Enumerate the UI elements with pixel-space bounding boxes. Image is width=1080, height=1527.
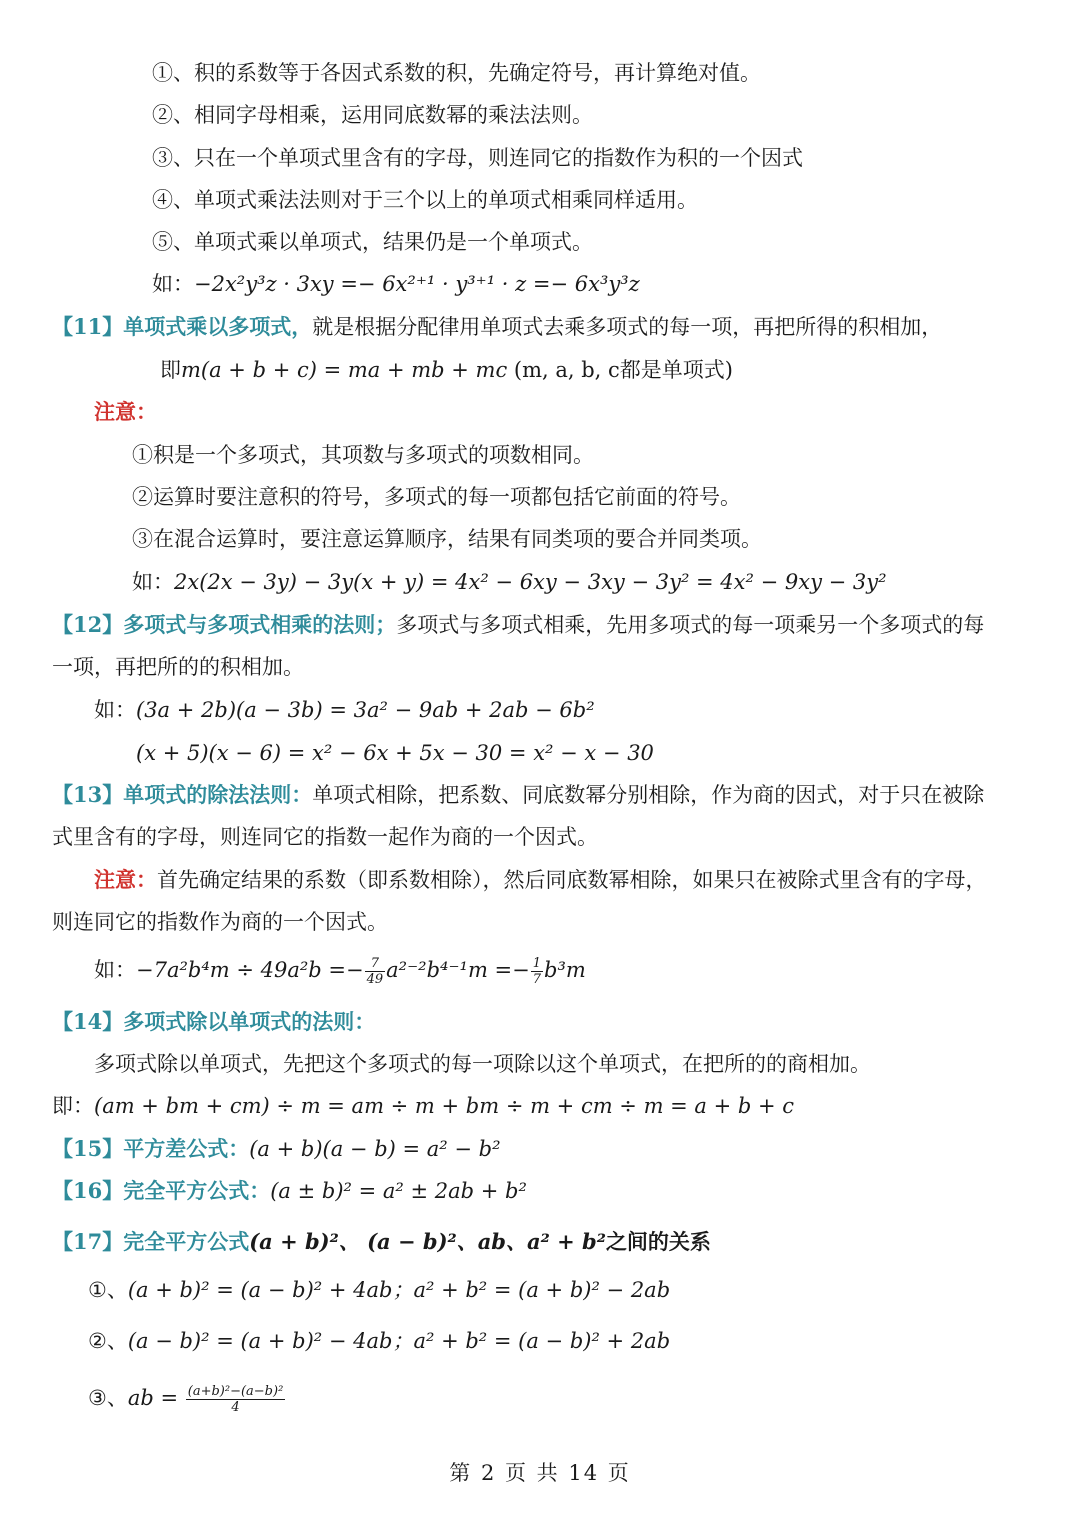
relation-label: ③、: [88, 1386, 128, 1410]
note-label-11: 注意：: [94, 399, 157, 424]
section-12-body: 多项式与多项式相乘，先用多项式的每一项乘另一个多项式的每: [396, 613, 985, 637]
fraction-numerator: 1: [532, 956, 542, 971]
relation-1: [88, 1275, 670, 1305]
relation-fraction: [186, 1384, 286, 1415]
section-13-body-cont: 式里含有的字母，则连同它的指数一起作为商的一个因式。: [52, 825, 598, 849]
example-13: [94, 955, 586, 987]
section-12-body-cont: 一项，再把所的的积相加。: [52, 655, 304, 679]
example-formula: (3a + 2b)(a − 3b) = 3a² − 9ab + 2ab − 6b²: [136, 698, 595, 722]
example-12-1: [94, 695, 595, 725]
point-5: ⑤、单项式乘以单项式，结果仍是一个单项式。: [152, 230, 593, 254]
fraction-numerator: (a+b)²−(a−b)²: [187, 1384, 284, 1399]
fraction-7-49: [365, 956, 386, 987]
page-footer: 第 2 页 共 14 页: [449, 1461, 631, 1485]
relation-lhs: ab =: [127, 1386, 179, 1410]
section-15-formula: (a + b)(a − b) = a² − b²: [249, 1137, 501, 1161]
section-15: [52, 1134, 501, 1164]
note-11-2: ②运算时要注意积的符号，多项式的每一项都包括它前面的符号。: [132, 485, 741, 509]
fraction-denominator: 4: [231, 1400, 240, 1415]
relation-formula: (a − b)² = (a + b)² − 4ab；a² + b² = (a − b)² + 2ab: [127, 1329, 671, 1353]
section-17-rel1: (a + b)²、: [249, 1229, 368, 1254]
example-prefix: 如：: [132, 570, 174, 594]
section-14-heading: 【14】多项式除以单项式的法则：: [52, 1009, 376, 1034]
point-1: ①、积的系数等于各因式系数的积，先确定符号，再计算绝对值。: [152, 61, 761, 85]
relation-3: [88, 1383, 286, 1415]
note-11-3: ③在混合运算时，要注意运算顺序，结果有同类项的要合并同类项。: [132, 527, 762, 551]
section-11-formula: [160, 355, 733, 385]
point-2: ②、相同字母相乘，运用同底数幂的乘法法则。: [152, 103, 593, 127]
section-17: [52, 1227, 711, 1257]
formula-suffix: (m, a, b, c都是单项式): [507, 358, 733, 382]
example-prefix: 如：: [94, 958, 136, 982]
relation-label: ②、: [88, 1329, 128, 1353]
fraction-denominator: 49: [366, 972, 384, 987]
example-10: [152, 269, 640, 299]
formula: m(a + b + c) = ma + mb + mc: [181, 358, 508, 382]
section-12: [52, 610, 984, 640]
formula-prefix: 即: [160, 358, 181, 382]
section-11: [52, 312, 942, 342]
section-17-tail: 之间的关系: [605, 1229, 711, 1254]
point-4: ④、单项式乘法法则对于三个以上的单项式相乘同样适用。: [152, 188, 698, 212]
note-13-body: 首先确定结果的系数（即系数相除），然后同底数幂相除，如果只在被除式里含有的字母，: [157, 868, 987, 892]
example-11: [132, 567, 887, 597]
section-11-heading: 【11】单项式乘以多项式，: [52, 314, 313, 339]
example-formula: −2x²y³z · 3xy =− 6x²⁺¹ · y³⁺¹ · z =− 6x³y³z: [194, 272, 640, 296]
example-formula-b: a²⁻²b⁴⁻¹m =−: [386, 958, 530, 982]
section-14-formula: [52, 1091, 794, 1121]
example-prefix: 如：: [152, 272, 194, 296]
fraction-denominator: 7: [532, 972, 542, 987]
fraction-1-7: [531, 956, 543, 987]
section-12-heading: 【12】多项式与多项式相乘的法则；: [52, 612, 397, 637]
section-16-formula: (a ± b)² = a² ± 2ab + b²: [270, 1179, 527, 1203]
relation-formula: (a + b)² = (a − b)² + 4ab；a² + b² = (a + b)² − 2ab: [127, 1278, 671, 1302]
section-16-heading: 【16】完全平方公式：: [52, 1178, 271, 1203]
section-17-rel2: (a − b)²、ab、a² + b²: [367, 1229, 606, 1254]
example-12-2: (x + 5)(x − 6) = x² − 6x + 5x − 30 = x² − x − 30: [136, 741, 654, 765]
formula: (am + bm + cm) ÷ m = am ÷ m + bm ÷ m + cm ÷ m = a + b + c: [94, 1094, 795, 1118]
note-label-13: 注意：: [94, 867, 157, 892]
note-11-1: ①积是一个多项式，其项数与多项式的项数相同。: [132, 443, 594, 467]
section-15-heading: 【15】平方差公式：: [52, 1136, 250, 1161]
formula-prefix: 即：: [52, 1094, 94, 1118]
section-13-heading: 【13】单项式的除法法则：: [52, 782, 313, 807]
section-16: [52, 1176, 527, 1206]
section-13-body: 单项式相除，把系数、同底数幂分别相除，作为商的因式，对于只在被除: [312, 783, 985, 807]
section-13: [52, 780, 984, 810]
example-formula-c: b³m: [544, 958, 586, 982]
example-prefix: 如：: [94, 698, 136, 722]
section-17-heading: 【17】完全平方公式: [52, 1229, 250, 1254]
relation-2: [88, 1326, 670, 1356]
fraction-numerator: 7: [365, 956, 386, 972]
section-11-body: 就是根据分配律用单项式去乘多项式的每一项，再把所得的积相加，: [312, 315, 943, 339]
note-13-cont: 则连同它的指数作为商的一个因式。: [52, 910, 388, 934]
example-formula-a: −7a²b⁴m ÷ 49a²b =−: [136, 958, 364, 982]
relation-label: ①、: [88, 1278, 128, 1302]
section-14-body: 多项式除以单项式，先把这个多项式的每一项除以这个单项式，在把所的的商相加。: [94, 1052, 871, 1076]
example-formula: 2x(2x − 3y) − 3y(x + y) = 4x² − 6xy − 3xy − 3y² = 4x² − 9xy − 3y²: [174, 570, 887, 594]
note-13: [94, 865, 987, 895]
point-3: ③、只在一个单项式里含有的字母，则连同它的指数作为积的一个因式: [152, 146, 803, 170]
